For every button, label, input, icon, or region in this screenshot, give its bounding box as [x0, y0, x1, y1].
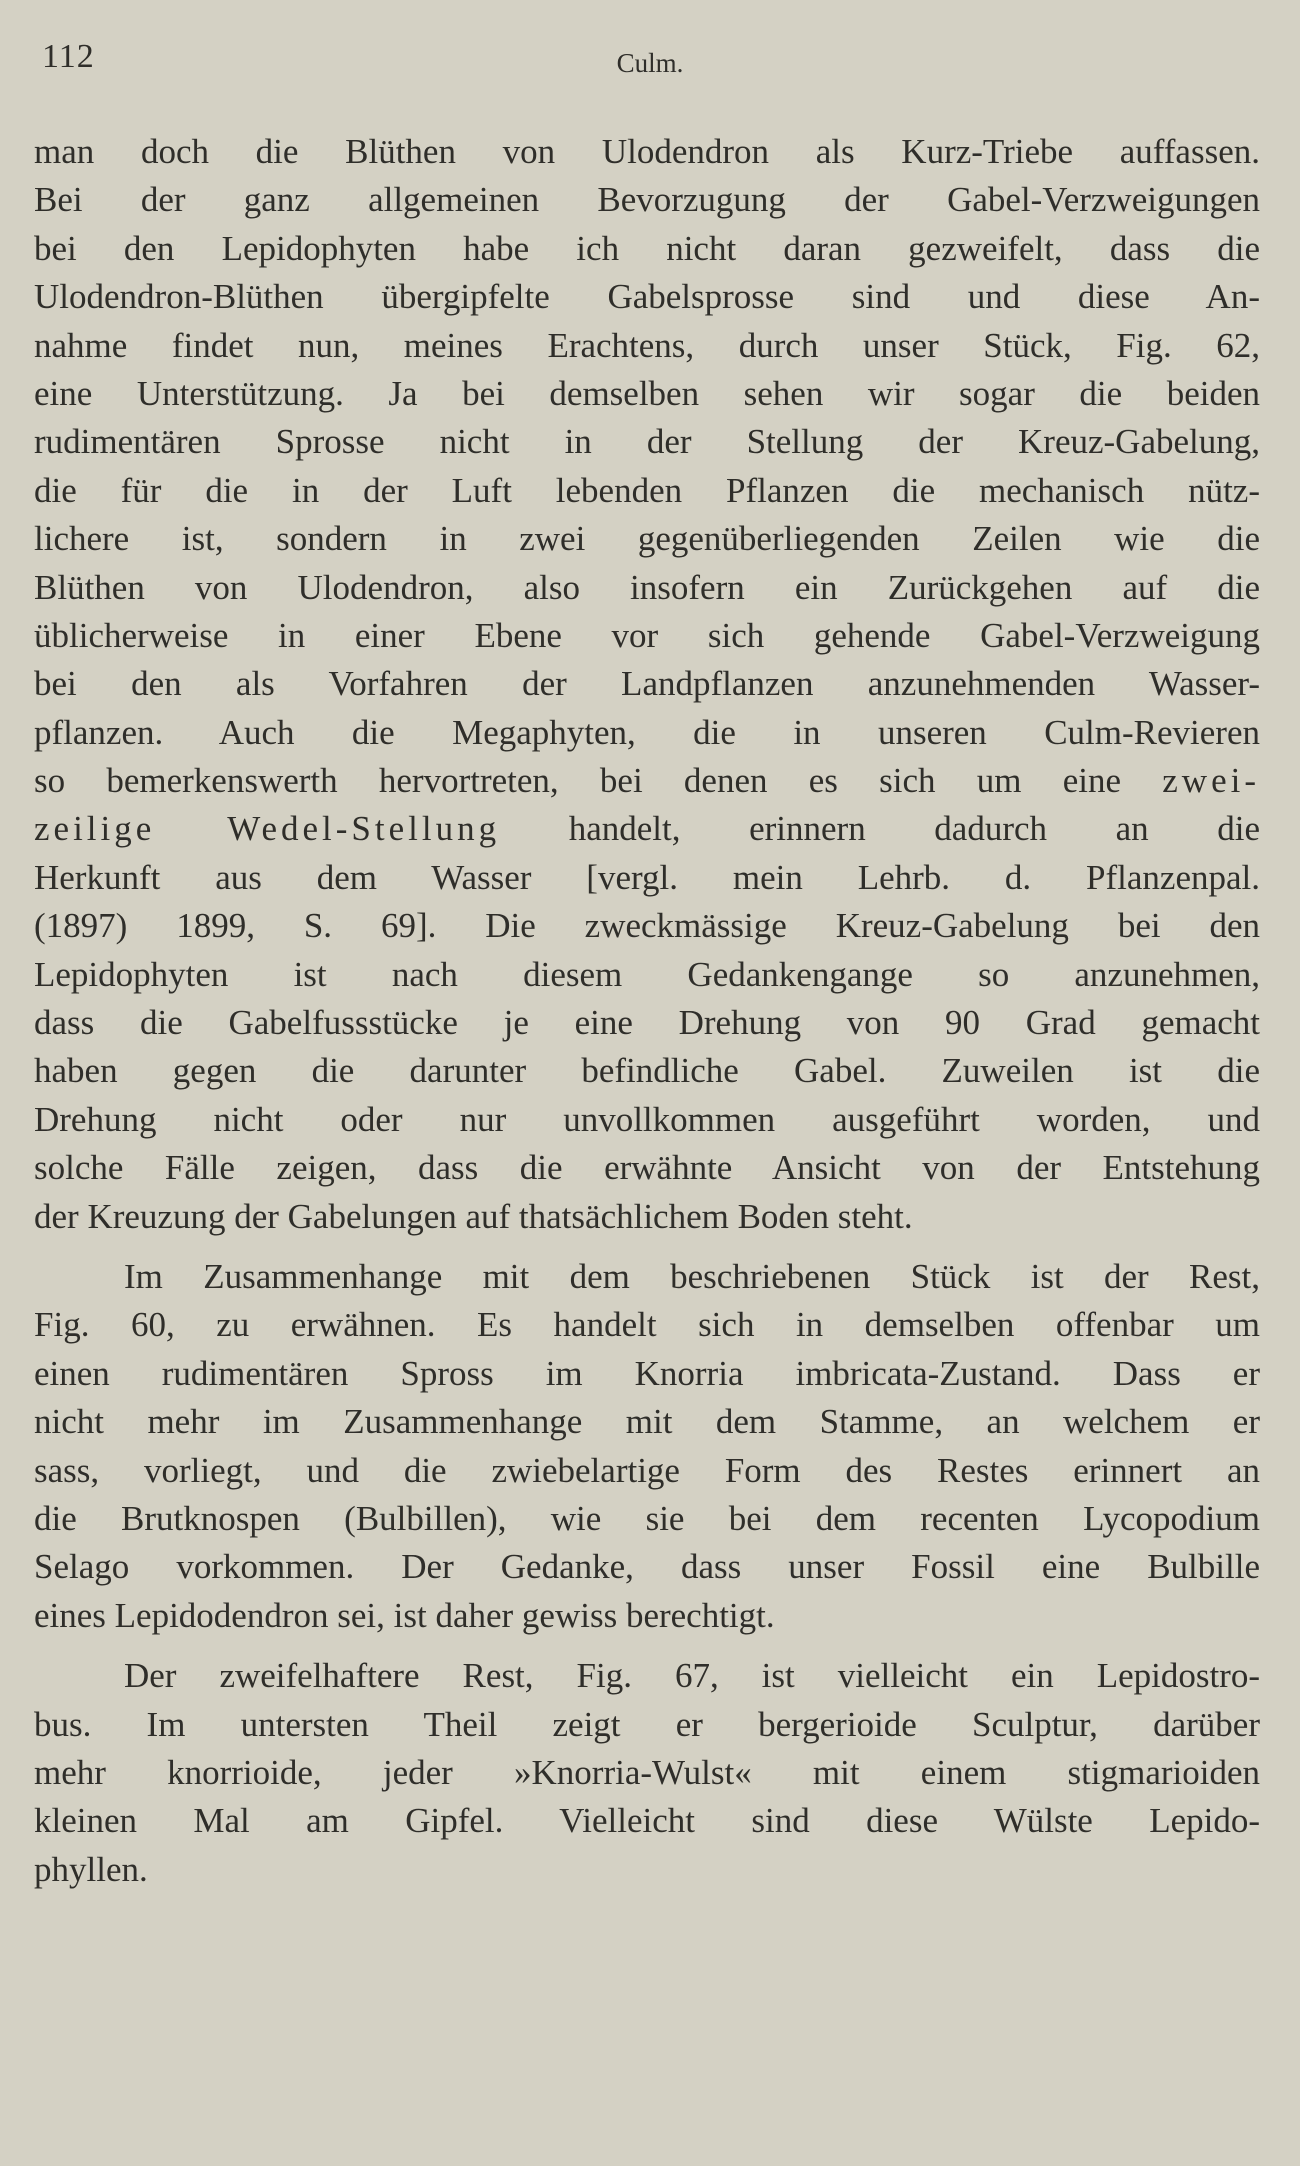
- text-line: kleinen Mal am Gipfel. Vielleicht sind diese Wülste Lepido-: [34, 1801, 1260, 1841]
- text-line: haben gegen die darunter befindliche Gabel. Zuweilen ist die: [34, 1051, 1260, 1091]
- text-line: sass, vorliegt, und die zwiebelartige Form des Restes erinnert an: [34, 1450, 1260, 1490]
- text-line: bei den als Vorfahren der Landpflanzen anzunehmenden Wasser-: [34, 664, 1260, 704]
- text-line: bei den Lepidophyten habe ich nicht daran gezweifelt, dass die: [34, 228, 1260, 268]
- text-run: so bemerkenswerth hervortreten, bei denen es sich um eine: [34, 761, 1122, 801]
- body-text: [34, 128, 1260, 1894]
- text-line: eine Unterstützung. Ja bei demselben sehen wir sogar die beiden: [34, 373, 1260, 413]
- text-line: einen rudimentären Spross im Knorria imbricata-Zustand. Dass er: [34, 1353, 1260, 1393]
- text-line: üblicherweise in einer Ebene vor sich gehende Gabel-Verzweigung: [34, 615, 1260, 655]
- text-line: (1897) 1899, S. 69]. Die zweckmässige Kreuz-Gabelung bei den: [34, 906, 1260, 946]
- page-number: 112: [42, 38, 95, 75]
- text-line: Im Zusammenhange mit dem beschriebenen Stück ist der Rest,: [124, 1256, 1260, 1296]
- text-line: [34, 757, 1260, 805]
- text-line: Ulodendron-Blüthen übergipfelte Gabelsprosse sind und diese An-: [34, 277, 1260, 317]
- text-line: bus. Im untersten Theil zeigt er bergerioide Sculptur, darüber: [34, 1704, 1260, 1744]
- text-line: nicht mehr im Zusammenhange mit dem Stamme, an welchem er: [34, 1402, 1260, 1442]
- running-title: Culm.: [616, 48, 684, 78]
- text-line: man doch die Blüthen von Ulodendron als Kurz-Triebe auffassen.: [34, 132, 1260, 171]
- text-line: Lepidophyten ist nach diesem Gedankengange so anzunehmen,: [34, 954, 1260, 994]
- text-line: [34, 805, 1260, 853]
- spaced-emphasis: zwei-: [1162, 761, 1260, 801]
- text-line: nahme findet nun, meines Erachtens, durch unser Stück, Fig. 62,: [34, 325, 1260, 365]
- text-line: mehr knorrioide, jeder »Knorria-Wulst« mit einem stigmarioiden: [34, 1752, 1260, 1792]
- text-line: Bei der ganz allgemeinen Bevorzugung der Gabel-Verzweigungen: [34, 180, 1260, 220]
- text-line: Herkunft aus dem Wasser [vergl. mein Lehrb. d. Pflanzenpal.: [34, 857, 1260, 897]
- text-line: der Kreuzung der Gabelungen auf thatsächlichem Boden steht.: [34, 1196, 913, 1236]
- text-run: handelt, erinnern dadurch an die: [568, 809, 1261, 849]
- paragraph-2: [34, 1253, 1260, 1640]
- text-line: lichere ist, sondern in zwei gegenüberliegenden Zeilen wie die: [34, 519, 1260, 559]
- text-line: eines Lepidodendron sei, ist daher gewiss berechtigt.: [34, 1595, 775, 1635]
- text-line: phyllen.: [34, 1849, 148, 1889]
- paragraph-1: [34, 128, 1260, 1241]
- spaced-emphasis: zeilige Wedel-Stellung: [34, 809, 501, 849]
- text-line: Fig. 60, zu erwähnen. Es handelt sich in demselben offenbar um: [34, 1305, 1260, 1345]
- text-line: dass die Gabelfussstücke je eine Drehung von 90 Grad gemacht: [34, 1003, 1260, 1043]
- text-line: solche Fälle zeigen, dass die erwähnte Ansicht von der Entstehung: [34, 1148, 1260, 1188]
- text-line: die Brutknospen (Bulbillen), wie sie bei dem recenten Lycopodium: [34, 1498, 1260, 1538]
- text-line: rudimentären Sprosse nicht in der Stellung der Kreuz-Gabelung,: [34, 422, 1260, 462]
- text-line: Drehung nicht oder nur unvollkommen ausgeführt worden, und: [34, 1099, 1260, 1139]
- text-line: pflanzen. Auch die Megaphyten, die in unseren Culm-Revieren: [34, 712, 1260, 752]
- text-line: Der zweifelhaftere Rest, Fig. 67, ist vielleicht ein Lepidostro-: [124, 1656, 1260, 1696]
- text-line: die für die in der Luft lebenden Pflanzen die mechanisch nütz-: [34, 470, 1260, 510]
- text-line: Blüthen von Ulodendron, also insofern ein Zurückgehen auf die: [34, 567, 1260, 607]
- text-line: Selago vorkommen. Der Gedanke, dass unser Fossil eine Bulbille: [34, 1547, 1260, 1587]
- page-header: [34, 38, 1266, 88]
- paragraph-3: [34, 1652, 1260, 1894]
